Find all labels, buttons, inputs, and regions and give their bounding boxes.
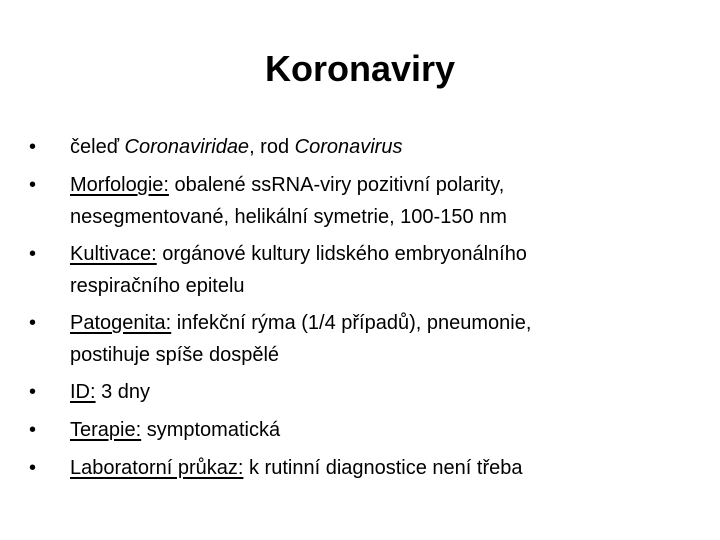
bullet-icon: • (29, 136, 37, 158)
patogenita-line2: postihuje spíše dospělé (70, 344, 280, 366)
patogenita-line1: infekční rýma (1/4 případů), pneumonie, (171, 312, 532, 334)
taxonomy-mid: , rod (249, 136, 295, 158)
bullet-text (70, 169, 670, 233)
bullet-text (70, 131, 670, 163)
bullet-icon: • (29, 457, 37, 479)
bullet-text (70, 376, 670, 408)
bullet-text (70, 307, 670, 371)
laboratorni-prukaz-value: k rutinní diagnostice není třeba (243, 457, 523, 479)
kultivace-line1: orgánové kultury lidského embryonálního (156, 243, 527, 265)
morfologie-line2: nesegmentované, helikální symetrie, 100-150 nm (70, 206, 507, 228)
bullet-icon: • (29, 174, 37, 196)
taxonomy-prefix: čeleď (70, 136, 125, 158)
bullet-icon: • (29, 381, 37, 403)
bullet-text (70, 452, 670, 484)
id-label: ID: (70, 381, 96, 403)
kultivace-line2: respiračního epitelu (70, 275, 245, 297)
patogenita-label: Patogenita: (70, 312, 172, 334)
genus-name: Coronavirus (294, 136, 403, 158)
terapie-label: Terapie: (70, 419, 142, 441)
bullet-text (70, 238, 670, 302)
terapie-value: symptomatická (141, 419, 281, 441)
kultivace-label: Kultivace: (70, 243, 157, 265)
family-name: Coronaviridae (124, 136, 250, 158)
bullet-icon: • (29, 312, 37, 334)
bullet-icon: • (29, 419, 37, 441)
morfologie-line1: obalené ssRNA-viry pozitivní polarity, (168, 174, 505, 196)
bullet-icon: • (29, 243, 37, 265)
laboratorni-prukaz-label: Laboratorní průkaz: (70, 457, 244, 479)
id-value: 3 dny (95, 381, 151, 403)
bullet-text (70, 414, 670, 446)
morfologie-label: Morfologie: (70, 174, 169, 196)
slide-title: Koronaviry (264, 48, 456, 89)
